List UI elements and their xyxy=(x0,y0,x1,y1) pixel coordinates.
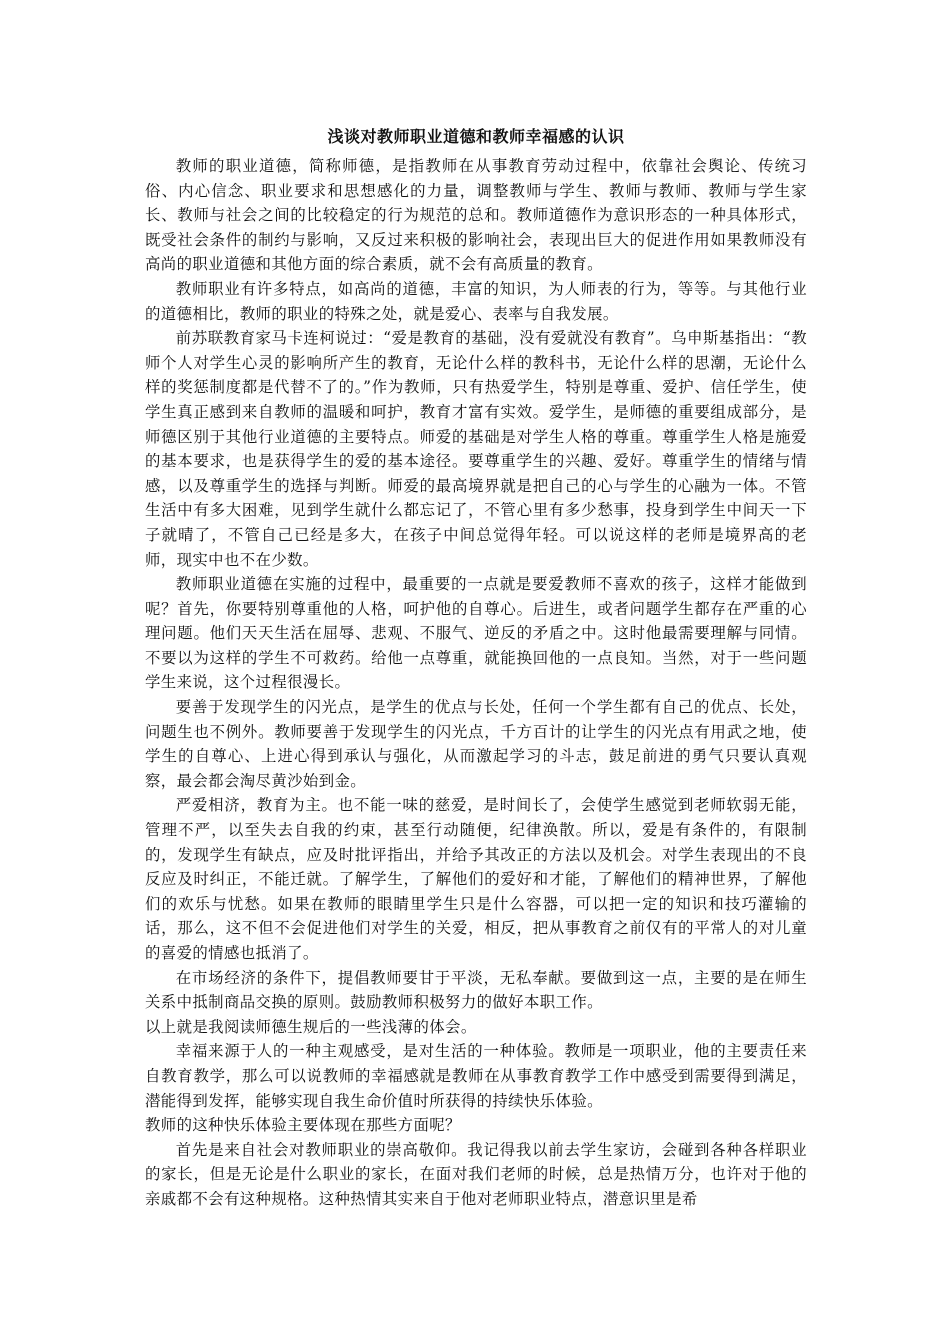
paragraph: 严爱相济，教育为主。也不能一味的慈爱，是时间长了，会使学生感觉到老师软弱无能，管理不严，以至失去自我的约束，甚至行动随便，纪律涣散。所以，爱是有条件的，有限制的，发现学生有缺点，应及时批评指出，并给予其改正的方法以及机会。对学生表现出的不良反应及时纠正，不能迁就。了解学生，了解他们的爱好和才能，了解他们的精神世界，了解他们的欢乐与忧愁。如果在教师的眼睛里学生只是什么容器，可以把一定的知识和技巧灌输的话，那么，这不但不会促进他们对学生的关爱，相反，把从事教育之前仅有的平常人的对儿童的喜爱的情感也抵消了。 xyxy=(145,796,807,962)
paragraph: 首先是来自社会对教师职业的崇高敬仰。我记得我以前去学生家访，会碰到各种各样职业的家长，但是无论是什么职业的家长，在面对我们老师的时候，总是热情万分，也许对于他的亲戚都不会有这种规格。这种热情其实来自于他对老师职业特点，潜意识里是希 xyxy=(145,1140,807,1208)
paragraph: 幸福来源于人的一种主观感受，是对生活的一种体验。教师是一项职业，他的主要责任来自教育教学，那么可以说教师的幸福感就是教师在从事教育教学工作中感受到需要得到满足，潜能得到发挥，能够实现自我生命价值时所获得的持续快乐体验。 xyxy=(145,1042,807,1110)
document-title: 浅谈对教师职业道德和教师幸福感的认识 xyxy=(327,127,625,146)
paragraph: 教师的职业道德，简称师德，是指教师在从事教育劳动过程中，依靠社会舆论、传统习俗、内心信念、职业要求和思想感化的力量，调整教师与学生、教师与教师、教师与学生家长、教师与社会之间的比较稳定的行为规范的总和。教师道德作为意识形态的一种具体形式，既受社会条件的制约与影响，又反过来积极的影响社会，表现出巨大的促进作用如果教师没有高尚的职业道德和其他方面的综合素质，就不会有高质量的教育。 xyxy=(145,157,807,274)
paragraph: 在市场经济的条件下，提倡教师要甘于平淡，无私奉献。要做到这一点，主要的是在师生关系中抵制商品交换的原则。鼓励教师积极努力的做好本职工作。 xyxy=(145,968,807,1012)
paragraph: 要善于发现学生的闪光点，是学生的优点与长处，任何一个学生都有自己的优点、长处，问题生也不例外。教师要善于发现学生的闪光点，千方百计的让学生的闪光点有用武之地，使学生的自尊心、上进心得到承认与强化，从而激起学习的斗志，鼓足前进的勇气只要认真观察，最会都会淘尽黄沙始到金。 xyxy=(145,698,807,790)
paragraph: 前苏联教育家马卡连柯说过：“爱是教育的基础，没有爱就没有教育”。乌申斯基指出：“教师个人对学生心灵的影响所产生的教育，无论什么样的教科书，无论什么样的思潮，无论什么样的奖惩制度都是代替不了的。”作为教师，只有热爱学生，特别是尊重、爱护、信任学生，使学生真正感到来自教师的温暖和呵护，教育才富有实效。爱学生，是师德的重要组成部分，是师德区别于其他行业道德的主要特点。师爱的基础是对学生人格的尊重。尊重学生人格是施爱的基本要求，也是获得学生的爱的基本途径。要尊重学生的兴趣、爱好。尊重学生的情绪与情感，以及尊重学生的选择与判断。师爱的最高境界就是把自己的心与学生的心融为一体。不管生活中有多大困难，见到学生就什么都忘记了，不管心里有多少愁事，投身到学生中间天一下子就晴了，不管自己已经是多大，在孩子中间总觉得年轻。可以说这样的老师是境界高的老师，现实中也不在少数。 xyxy=(145,329,807,569)
paragraph: 以上就是我阅读师德生规后的一些浅薄的体会。 xyxy=(145,1017,477,1036)
document-page xyxy=(145,124,807,1212)
document-body xyxy=(145,154,807,1212)
paragraph: 教师的这种快乐体验主要体现在那些方面呢？ xyxy=(145,1116,461,1135)
paragraph: 教师职业有许多特点，如高尚的道德，丰富的知识，为人师表的行为，等等。与其他行业的道德相比，教师的职业的特殊之处，就是爱心、表率与自我发展。 xyxy=(145,279,807,323)
paragraph: 教师职业道德在实施的过程中，最重要的一点就是要爱教师不喜欢的孩子，这样才能做到呢？首先，你要特别尊重他的人格，呵护他的自尊心。后进生，或者问题学生都存在严重的心理问题。他们天天生活在屈辱、悲观、不服气、逆反的矛盾之中。这时他最需要理解与同情。不要以为这样的学生不可救药。给他一点尊重，就能换回他的一点良知。当然，对于一些问题学生来说，这个过程很漫长。 xyxy=(145,575,807,692)
